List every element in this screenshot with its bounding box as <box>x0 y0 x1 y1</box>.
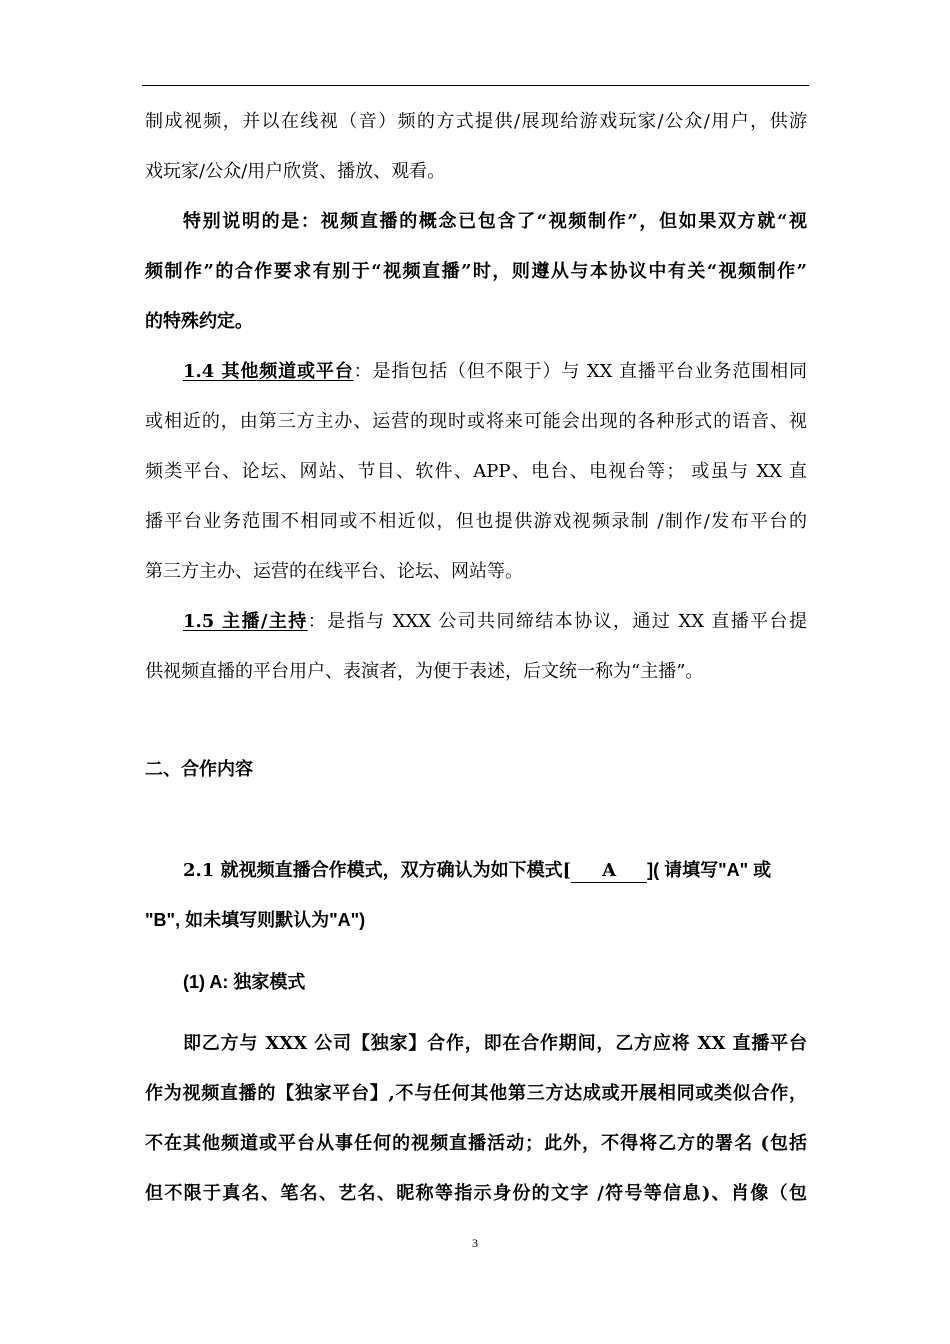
section-2-heading: 二、合作内容 <box>145 759 253 780</box>
para-1-4-line-3: 频类平台、论坛、网站、节目、软件、APP、电台、电视台等； 或虽与 XX 直 <box>145 461 807 482</box>
para-2-1-text-before: 2.1 就视频直播合作模式，双方确认为如下模式[ <box>183 860 572 881</box>
para-1-line-1: 制成视频，并以在线视（音）频的方式提供/展现给游戏玩家/公众/用户，供游 <box>145 111 807 132</box>
para-2-line-3: 的特殊约定。 <box>145 311 253 332</box>
para-2-1-line-1 <box>183 858 807 883</box>
para-1-5-line-1 <box>183 610 807 634</box>
para-2-1-line-2: "B", 如未填写则默认为"A") <box>145 910 366 930</box>
para-1-5-line-1-text: ：是指与 XXX 公司共同缔结本协议，通过 XX 直播平台提 <box>307 611 807 632</box>
mode-blank-field: A <box>571 860 647 883</box>
para-1-5-line-2: 供视频直播的平台用户、表演者，为便于表述，后文统一称为“主播”。 <box>145 661 704 682</box>
para-2-line-2: 频制作”的合作要求有别于“视频直播”时，则遵从与本协议中有关“视频制作” <box>145 261 807 282</box>
para-2-line-1: 特别说明的是：视频直播的概念已包含了“视频制作”，但如果双方就“视 <box>183 211 807 232</box>
para-2-1-text-after: ]( 请填写"A" 或 <box>647 860 772 880</box>
para-1-4-line-2: 或相近的，由第三方主办、运营的现时或将来可能会出现的各种形式的语音、视 <box>145 411 807 432</box>
mode-a-heading: (1) A: 独家模式 <box>183 972 306 992</box>
para-1-4-line-1-text: ：是指包括（但不限于）与 XX 直播平台业务范围相同 <box>353 361 807 382</box>
para-mode-a-line-3: 不在其他频道或平台从事任何的视频直播活动；此外，不得将乙方的署名 (包括 <box>145 1133 807 1154</box>
para-1-line-2: 戏玩家/公众/用户欣赏、播放、观看。 <box>145 161 446 182</box>
para-mode-a-line-1: 即乙方与 XXX 公司【独家】合作，即在合作期间，乙方应将 XX 直播平台 <box>183 1033 807 1054</box>
page-number: 3 <box>472 1236 478 1250</box>
term-1-5: 1.5 主播/主持 <box>183 611 308 632</box>
para-1-4-line-1 <box>183 360 807 384</box>
term-1-4: 1.4 其他频道或平台 <box>183 361 354 382</box>
para-1-4-line-5: 第三方主办、运营的在线平台、论坛、网站等。 <box>145 561 523 582</box>
header-rule <box>142 85 809 86</box>
para-1-4-line-4: 播平台业务范围不相同或不相近似，但也提供游戏视频录制 /制作/发布平台的 <box>145 511 807 532</box>
para-mode-a-line-2: 作为视频直播的【独家平台】,不与任何其他第三方达成或开展相同或类似合作， <box>145 1083 807 1104</box>
para-mode-a-line-4: 但不限于真名、笔名、艺名、昵称等指示身份的文字 /符号等信息)、肖像（包 <box>145 1183 807 1204</box>
